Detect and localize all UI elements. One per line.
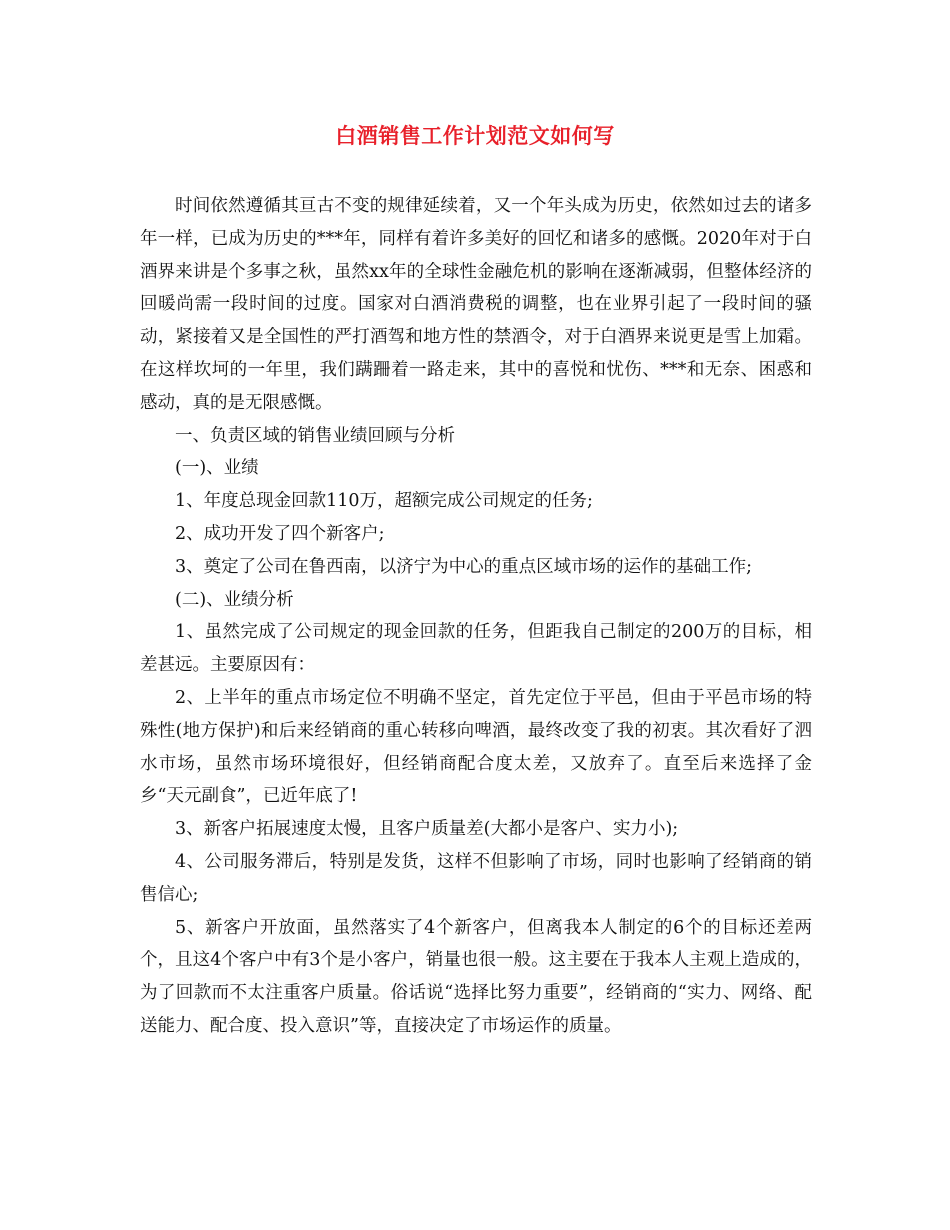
document-body [140,190,812,1043]
list-item: 2、成功开发了四个新客户; [175,523,385,544]
list-item: 3、新客户拓展速度太慢，且客户质量差(大都小是客户、实力小); [175,819,679,840]
list-item: 1、虽然完成了公司规定的现金回款的任务，但距我自己制定的200万的目标，相差甚远。主要原因有： [140,622,812,676]
list-item: 3、奠定了公司在鲁西南，以济宁为中心的重点区域市场的运作的基础工作; [175,556,753,577]
subsection-heading-performance: (一)、业绩 [175,458,259,479]
subsection-heading-analysis: (二)、业绩分析 [175,589,294,610]
section-heading-1: 一、负责区域的销售业绩回顾与分析 [175,425,455,446]
list-item: 5、新客户开放面，虽然落实了4个新客户，但离我本人制定的6个的目标还差两个，且这4个客户中有3个是小客户，销量也很一般。这主要在于我本人主观上造成的，为了回款而不太注重客户质量。俗话说“选择比努力重要”，经销商的“实力、网络、配送能力、配合度、投入意识”等，直接决定了市场运作的质量。 [140,917,812,1036]
list-item: 1、年度总现金回款110万，超额完成公司规定的任务; [175,491,593,512]
list-item: 4、公司服务滞后，特别是发货，这样不但影响了市场，同时也影响了经销商的销售信心; [140,851,812,905]
list-item: 2、上半年的重点市场定位不明确不坚定，首先定位于平邑，但由于平邑市场的特殊性(地方保护)和后来经销商的重心转移向啤酒，最终改变了我的初衷。其次看好了泗水市场，虽然市场环境很好，但经销商配合度太差，又放弃了。直至后来选择了金乡“天元副食”，已近年底了! [140,687,812,807]
document-title: 白酒销售工作计划范文如何写 [335,123,615,148]
paragraph-intro: 时间依然遵循其亘古不变的规律延续着，又一个年头成为历史，依然如过去的诸多年一样，已成为历史的***年，同样有着许多美好的回忆和诸多的感慨。2020年对于白酒界来讲是个多事之秋，虽然xx年的全球性金融危机的影响在逐渐减弱，但整体经济的回暖尚需一段时间的过度。国家对白酒消费税的调整，也在业界引起了一段时间的骚动，紧接着又是全国性的严打酒驾和地方性的禁酒令，对于白酒界来说更是雪上加霜。在这样坎坷的一年里，我们蹒跚着一路走来，其中的喜悦和忧伤、***和无奈、困惑和感动，真的是无限感慨。 [140,196,812,413]
